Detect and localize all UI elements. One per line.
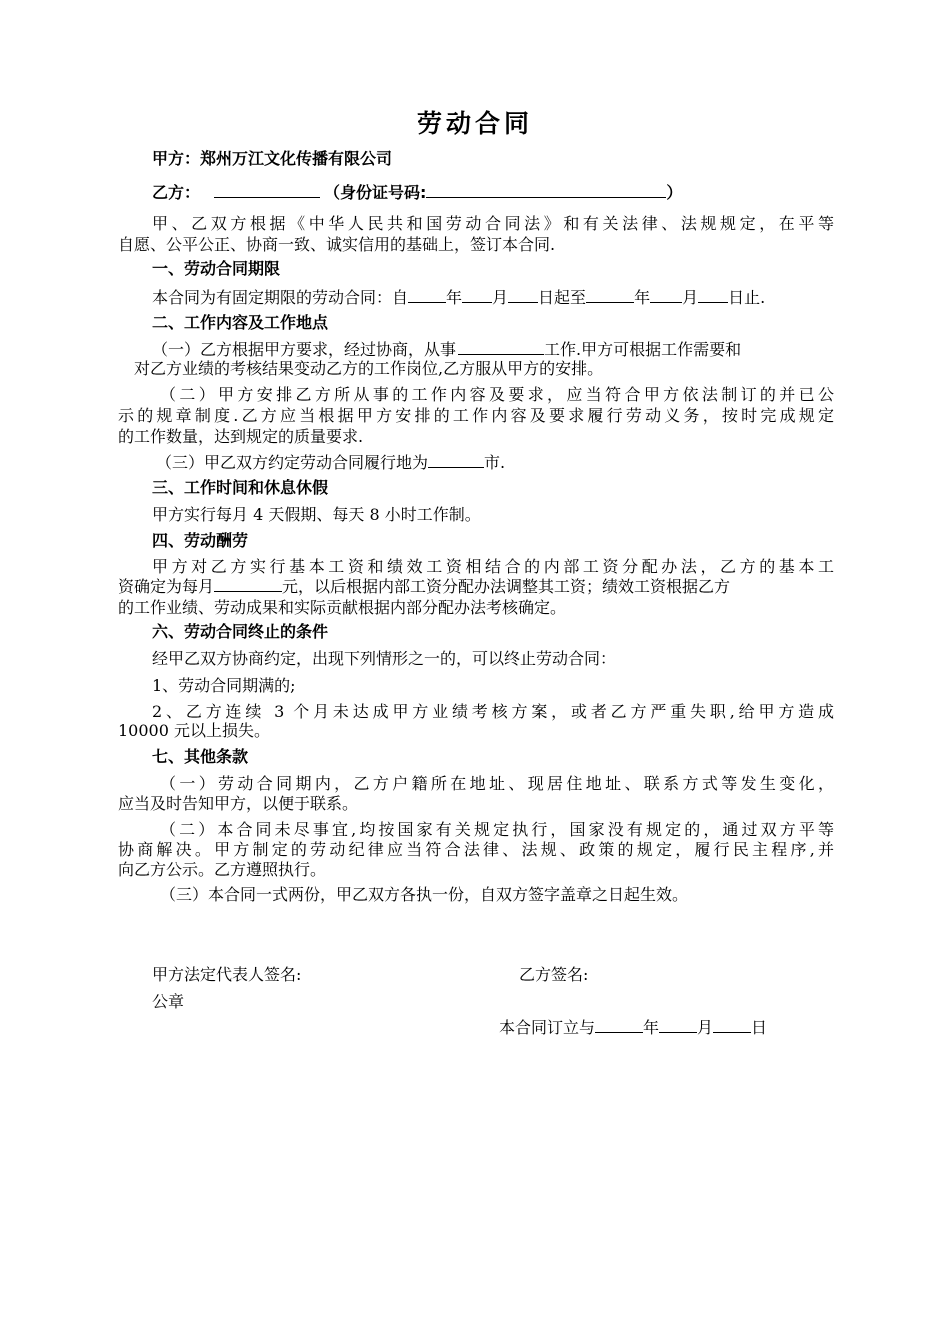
party-b-label: 乙方：	[152, 183, 201, 202]
contract-date-month-label: 月	[697, 1018, 714, 1037]
section-2-p2-line3: 的工作数量，达到规定的质量要求.	[118, 427, 364, 446]
work-duty-blank	[458, 339, 544, 355]
section-7-heading: 七、其他条款	[152, 747, 249, 766]
term-text-start: 本合同为有固定期限的劳动合同：自	[152, 288, 409, 307]
section-3-text: 甲方实行每月 4 天假期、每天 8 小时工作制。	[152, 505, 481, 524]
section-3-heading: 三、工作时间和休息休假	[152, 478, 329, 497]
contract-date-year-label: 年	[643, 1018, 660, 1037]
term-month-label: 月	[492, 288, 509, 307]
party-b-id-blank	[426, 182, 666, 198]
term-end-year-blank	[586, 287, 634, 303]
work-duty-text: （一）乙方根据甲方要求，经过协商，从事	[152, 340, 457, 359]
section-6-item-1: 1、劳动合同期满的;	[152, 676, 296, 695]
section-6-item-2-line1: 2、乙方连续 3 个月未达成甲方业绩考核方案，或者乙方严重失职,给甲方造成	[152, 702, 834, 721]
work-duty-text-2: 工作.甲方可根据工作需要和	[544, 340, 742, 359]
section-7-p1-line2: 应当及时告知甲方，以便于联系。	[118, 794, 359, 813]
party-a-name: 郑州万江文化传播有限公司	[200, 149, 393, 168]
section-7-p2-line1: （二）本合同未尽事宜,均按国家有关规定执行，国家没有规定的，通过双方平等	[160, 820, 834, 839]
section-6-heading: 六、劳动合同终止的条件	[152, 622, 329, 641]
term-end-day-blank	[698, 287, 728, 303]
document-title: 劳动合同	[416, 109, 533, 138]
section-4-line3: 的工作业绩、劳动成果和实际贡献根据内部分配办法考核确定。	[118, 598, 567, 617]
contract-date-year-blank	[595, 1017, 643, 1033]
party-a-label: 甲方：	[152, 149, 201, 168]
term-start-day-blank	[508, 287, 538, 303]
term-start-month-blank	[462, 287, 492, 303]
contract-date-month-blank	[659, 1017, 697, 1033]
contract-date-text: 本合同订立与	[499, 1018, 596, 1037]
term-end-month-blank	[650, 287, 682, 303]
term-start-year-blank	[408, 287, 446, 303]
preamble-line-1: 甲、乙双方根据《中华人民共和国劳动合同法》和有关法律、法规规定，在平等	[152, 214, 834, 233]
company-seal-label: 公章	[152, 992, 185, 1011]
party-b-signature-label: 乙方签名:	[519, 965, 589, 984]
work-location-text: （三）甲乙双方约定劳动合同履行地为	[156, 453, 429, 472]
work-location-blank	[428, 452, 484, 468]
section-2-p3	[156, 452, 505, 474]
party-b-id-close: ）	[666, 183, 683, 202]
section-2-p2-line1: （二）甲方安排乙方所从事的工作内容及要求，应当符合甲方依法制订的并已公	[160, 385, 834, 404]
section-1-heading: 一、劳动合同期限	[152, 259, 281, 278]
salary-text-2: 元，以后根据内部工资分配办法调整其工资；绩效工资根据乙方	[282, 577, 731, 596]
section-4-line2	[118, 576, 730, 598]
salary-blank	[214, 576, 282, 592]
party-a-line	[152, 148, 392, 170]
section-4-heading: 四、劳动酬劳	[152, 531, 249, 550]
party-a-signature-label: 甲方法定代表人签名:	[152, 965, 302, 984]
term-end-year-label: 年	[634, 288, 651, 307]
section-2-heading: 二、工作内容及工作地点	[152, 313, 329, 332]
section-2-p2-line2: 示的规章制度.乙方应当根据甲方安排的工作内容及要求履行劳动义务，按时完成规定	[118, 406, 834, 425]
preamble-line-2: 自愿、公平公正、协商一致、诚实信用的基础上，签订本合同.	[118, 235, 556, 254]
term-end-month-label: 月	[682, 288, 699, 307]
salary-text: 资确定为每月	[118, 577, 215, 596]
section-6-item-2-line2: 10000 元以上损失。	[118, 721, 270, 740]
section-6-intro: 经甲乙双方协商约定，出现下列情形之一的，可以终止劳动合同：	[152, 649, 617, 668]
section-7-p1-line1: （一）劳动合同期内，乙方户籍所在地址、现居住地址、联系方式等发生变化，	[160, 774, 834, 793]
contract-date-day-blank	[713, 1017, 751, 1033]
term-until-label: 日起至	[538, 288, 587, 307]
section-7-p2-line2: 协商解决。甲方制定的劳动纪律应当符合法律、法规、政策的规定，履行民主程序,并	[118, 840, 834, 859]
party-b-line	[152, 182, 682, 204]
term-end-day-label: 日止.	[728, 288, 766, 307]
section-7-p3: （三）本合同一式两份，甲乙双方各执一份，自双方签字盖章之日起生效。	[160, 885, 689, 904]
contract-date-line	[499, 1017, 767, 1039]
party-b-id-open: （身份证号码:	[324, 183, 427, 202]
section-7-p2-line3: 向乙方公示。乙方遵照执行。	[118, 860, 327, 879]
work-location-city-label: 市.	[484, 453, 506, 472]
contract-date-day-label: 日	[751, 1018, 768, 1037]
party-b-name-blank	[214, 182, 320, 198]
term-year-label: 年	[446, 288, 463, 307]
section-1-term	[152, 287, 765, 309]
section-4-line1: 甲方对乙方实行基本工资和绩效工资相结合的内部工资分配办法，乙方的基本工	[152, 557, 834, 576]
section-2-p1-line2: 对乙方业绩的考核结果变动乙方的工作岗位,乙方服从甲方的安排。	[134, 359, 604, 378]
